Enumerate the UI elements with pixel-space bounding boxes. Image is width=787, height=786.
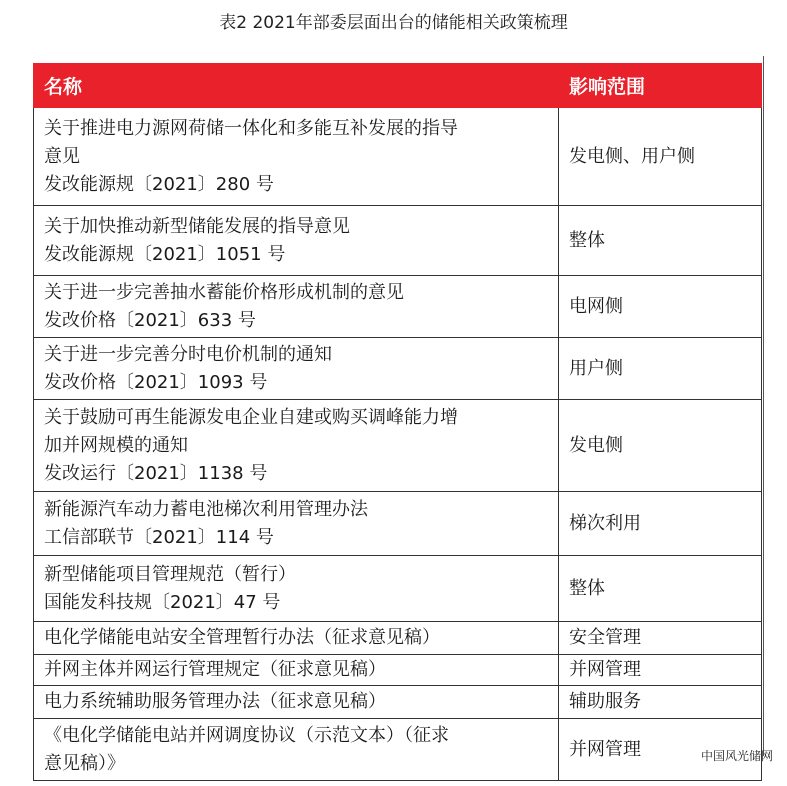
table-row — [34, 556, 762, 622]
policy-name-cell — [34, 400, 559, 492]
policy-name-cell — [34, 492, 559, 556]
policy-name-line: 关于鼓励可再生能源发电企业自建或购买调峰能力增 — [44, 406, 458, 428]
right-border-line — [763, 56, 764, 756]
policy-name-line: 关于推进电力源网荷储一体化和多能互补发展的指导 — [44, 117, 458, 139]
header-scope: 影响范围 — [559, 64, 762, 108]
policy-name-line: 并网主体并网运行管理规定（征求意见稿） — [44, 659, 386, 680]
policy-name-line: 电力系统辅助服务管理办法（征求意见稿） — [44, 691, 386, 712]
table-row — [34, 622, 762, 655]
scope-cell: 用户侧 — [559, 338, 762, 400]
policy-name-line: 工信部联节〔2021〕114 号 — [44, 526, 274, 548]
policy-name-line: 意见 — [44, 145, 80, 167]
policy-name-line: 新型储能项目管理规范（暂行） — [44, 563, 296, 585]
table-header-row — [34, 64, 762, 108]
scope-cell: 梯次利用 — [559, 492, 762, 556]
scope-cell: 整体 — [559, 206, 762, 276]
scope-cell: 整体 — [559, 556, 762, 622]
policy-name-line: 意见稿）》 — [44, 752, 125, 774]
scope-cell: 并网管理 — [559, 655, 762, 686]
page-title: 表2 2021年部委层面出台的储能相关政策梳理 — [219, 13, 568, 33]
policy-name-cell — [34, 622, 559, 655]
scope-cell: 辅助服务 — [559, 686, 762, 719]
policy-name-line: 新能源汽车动力蓄电池梯次利用管理办法 — [44, 498, 368, 520]
table-row — [34, 655, 762, 686]
policy-name-line: 关于进一步完善分时电价机制的通知 — [44, 343, 332, 365]
policy-name-line: 发改价格〔2021〕1093 号 — [44, 371, 268, 393]
policy-name-line: 发改运行〔2021〕1138 号 — [44, 462, 268, 484]
policy-name-cell — [34, 686, 559, 719]
policy-name-cell — [34, 719, 559, 781]
policy-name-line: 关于加快推动新型储能发展的指导意见 — [44, 215, 350, 237]
scope-cell: 电网侧 — [559, 276, 762, 338]
policy-name-line: 电化学储能电站安全管理暂行办法（征求意见稿） — [44, 627, 440, 648]
scope-cell: 发电侧 — [559, 400, 762, 492]
policy-name-line: 加并网规模的通知 — [44, 434, 188, 456]
policy-name-cell — [34, 276, 559, 338]
table-row — [34, 338, 762, 400]
table-row — [34, 400, 762, 492]
table-row — [34, 108, 762, 206]
header-name: 名称 — [34, 64, 559, 108]
table-row — [34, 719, 762, 781]
table-row — [34, 276, 762, 338]
policy-name-line: 《电化学储能电站并网调度协议（示范文本）（征求 — [44, 724, 449, 746]
table-body — [34, 108, 762, 781]
policy-name-cell — [34, 338, 559, 400]
table-row — [34, 686, 762, 719]
policy-name-cell — [34, 206, 559, 276]
policy-name-line: 发改能源规〔2021〕280 号 — [44, 173, 274, 195]
policy-name-line: 发改能源规〔2021〕1051 号 — [44, 243, 286, 265]
table-row — [34, 492, 762, 556]
scope-cell: 发电侧、用户侧 — [559, 108, 762, 206]
policy-table-grid — [33, 63, 762, 781]
scope-cell: 并网管理 — [559, 719, 762, 781]
policy-name-cell — [34, 655, 559, 686]
scope-cell: 安全管理 — [559, 622, 762, 655]
policy-table — [33, 63, 761, 781]
policy-name-line: 关于进一步完善抽水蓄能价格形成机制的意见 — [44, 281, 404, 303]
table-row — [34, 206, 762, 276]
policy-name-line: 国能发科技规〔2021〕47 号 — [44, 591, 281, 613]
policy-name-cell — [34, 556, 559, 622]
watermark-text: 中国风光储网 — [700, 749, 773, 763]
policy-name-line: 发改价格〔2021〕633 号 — [44, 309, 256, 331]
policy-name-cell — [34, 108, 559, 206]
